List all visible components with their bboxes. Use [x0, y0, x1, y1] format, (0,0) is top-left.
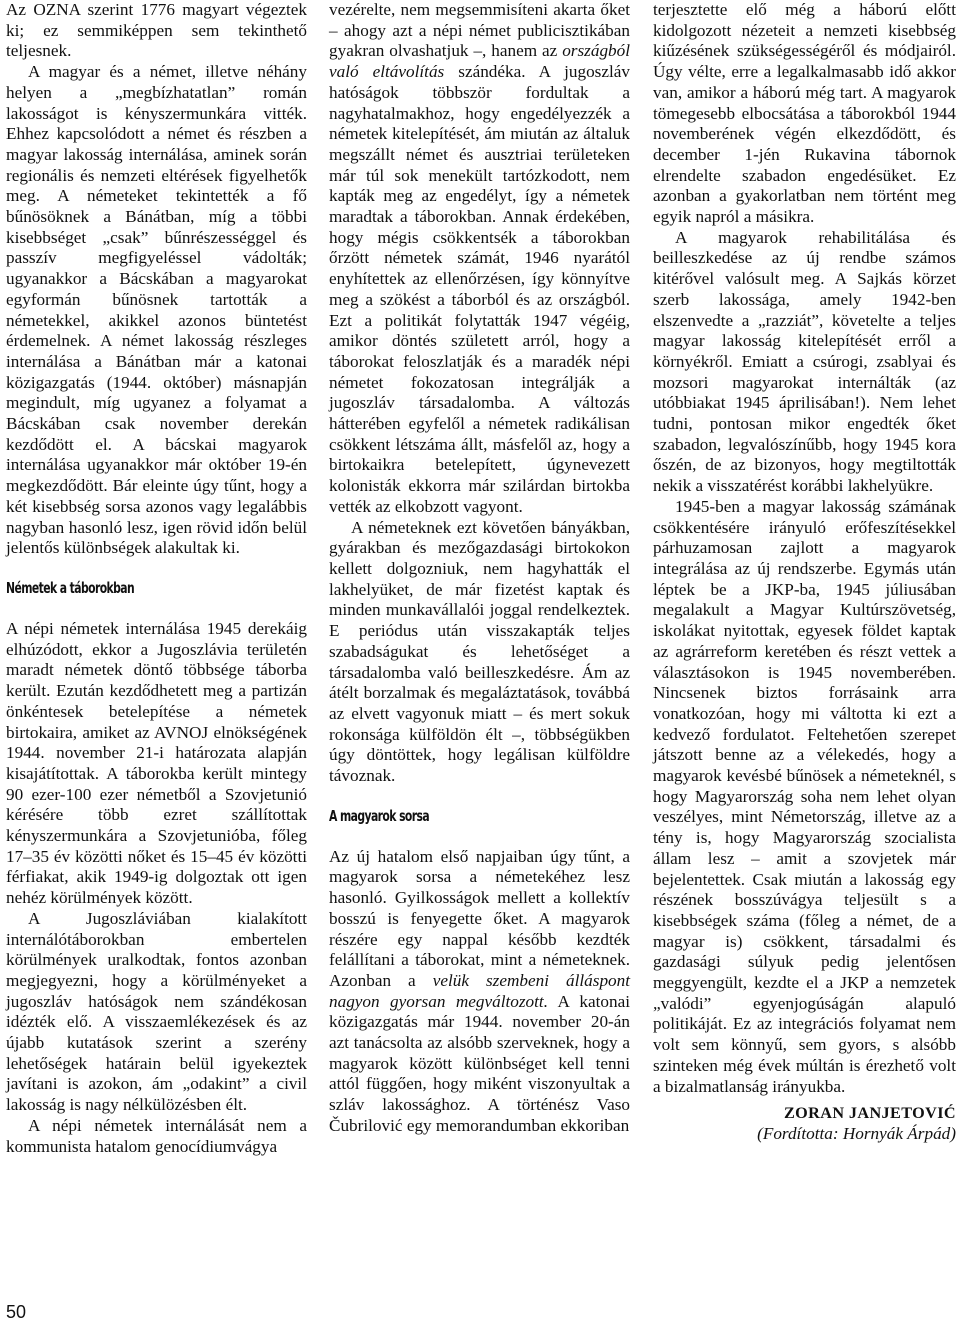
- section-heading-germans-in-camps: Németek a táborokban: [6, 578, 135, 597]
- paragraph: A magyarok rehabilitálása és beilleszkedése az új rendbe számos kitérővel valósult meg. A Sajkás körzet szerb lakossága, amely 1942-ben elszenvedte a „razziát”, követelte a teljes magyar lakosság kitelepítését erről a környékről. Emiatt a csúrogi, zsablyai és mozsori magyarokat internálták (az utóbbiakat 1945 áprilisában!). Nem lehet tudni, pontosan mikor engedték őket szabadon, legvalószínűbb, hogy 1945 kora őszén, de az bizonyos, hogy megtiltották nekik a visszatérést korábbi lakhelyükre.: [653, 227, 956, 496]
- text-run: Az új hatalom első napjaiban úgy tűnt, a magyarok sorsa a németekéhez lesz hasonló. Gyilkosságok mellett a kollektív bosszú is fenyegette őket. A magyarok részére egy nappal később kezdték felállítani a táborokat, mint a németeknek. Azonban a: [329, 846, 630, 990]
- column-1: [6, 0, 307, 1157]
- column-2: [329, 0, 630, 1137]
- section-heading-fate-of-hungarians: A magyarok sorsa: [329, 806, 430, 825]
- paragraph: A magyar és a német, illetve néhány helyen a „megbízhatatlan” román lakosságot is kényszermunkára vitték. Ehhez kapcsolódott a német és részben a magyar lakosság internálása, aminek során regionális és nemzeti eltérések figyelhetők meg. A németeket tekintették a fő bűnösöknek a Bánátban, míg a többi kisebbséget „csak” bűnrészességgel és passzív megfigyeléssel vádolták; ugyanakkor a Bácskában a magyarokat egyformán bűnösnek tartották a németekkel, akikkel azonos büntetést érdemelnek. A német lakosság részleges internálása a Bánátban már a katonai közigazgatás (1944. október) másnapján megindult, míg ugyanez a folyamat a Bácskában csak november derekán kezdődött el. A bácskai magyarok internálása ugyanakkor már október 19-én megkezdődött. Bár eleinte úgy tűnt, hogy a két kisebbség sorsa azonos vagy legalábbis nagyban hasonló lesz, igen rövid időn belül jelentős különbségek alakultak ki.: [6, 62, 307, 558]
- italic-text: országból való eltávolítás: [329, 41, 630, 82]
- translator-credit: (Fordította: Hornyák Árpád): [757, 1123, 956, 1143]
- paragraph: A népi németek internálását nem a kommunista hatalom genocídiumvágya: [6, 1115, 307, 1156]
- paragraph: A németeknek ezt követően bányákban, gyárakban és mezőgazdasági birtokokon kellett dolgozniuk, nem hagyhatták el lakhelyüket, de már fizetést kaptak és minden munkavállalói joggal rendelkeztek. E periódus után visszakapták teljes szabadságukat és lehetőséget a társadalomba való beilleszkedésre. Ám az átélt borzalmak és megaláztatások, továbbá az elvett vagyonuk miatt – és mert sokuk rokonsága külföldön élt –, többségükben úgy döntöttek, hogy legálisan külföldre távoznak.: [329, 517, 630, 786]
- text-run: A katonai közigazgatás már 1944. november 20-án azt tanácsolta az alsóbb szerveknek, hogy a magyarok között különbséget kell tenni attól függően, hogy miként viszonyultak a szláv lakossághoz. A történész Vaso Čubrilović egy memorandumban ekkoriban: [329, 991, 630, 1135]
- text-run: szándéka. A jugoszláv hatóságok többször fordultak a nagyhatalmakhoz, hogy engedélyezzék a németek kitelepítését, ám miután az általuk megszállt német és ausztriai területeken már túl sok menekült tartózkodott, nem kapták meg az engedélyt, így a németek maradtak a táborokban. Annak érdekében, hogy mégis csökkentsék a táborokban őrzött németek számát, 1946 nyarától enyhítettek az ellenőrzésen, így könnyítve meg a szökést a táborból és az országból. Ezt a politikát folytatták 1947 végéig, amikor döntés született arról, hogy a táborokat feloszlatják és a maradék népi németet fokozatosan integrálják a jugoszláv társadalomba. A változás hátterében egyfelől a németek radikálisan csökkent létszáma állt, másfelől az, hogy a birtokaikra betelepített, úgynevezett kolonisták ekkorra már szilárdan birtokba vették az elkobzott vagyont.: [329, 62, 630, 516]
- paragraph: Az OZNA szerint 1776 magyart végeztek ki; ez semmiképpen sem tekinthető teljesnek.: [6, 0, 307, 61]
- column-3: [653, 0, 956, 1145]
- author-name: ZORAN JANJETOVIĆ: [783, 1104, 956, 1123]
- page-number: 50: [6, 1302, 27, 1322]
- paragraph: A népi németek internálása 1945 derekáig elhúzódott, ekkor a Jugoszlávia területén maradt németek döntő többsége táborba került. Ezután kezdődhetett meg a partizán önkéntesek betelepítése a németek birtokaira, amiket az AVNOJ elnökségének 1944. november 21-i határozata alapján kisajátítottak. A táborokba került mintegy 90 ezer-100 ezer németből a Szovjetunió kérésére több ezret szállítottak kényszermunkára a Szovjetunióba, főleg 17–35 év közötti nőket és 15–45 év közötti férfiakat, akik 1949-ig dolgoztak ott igen nehéz körülmények között.: [6, 618, 307, 908]
- text-run: vezérelte, nem megsemmisíteni akarta őket – ahogy azt a népi német publicisztikában gyakran olvashatjuk –, hanem az: [329, 0, 630, 61]
- paragraph: 1945-ben a magyar lakosság számának csökkentésére irányuló erőfeszítésekkel párhuzamosan zajlott a magyarok integrálása az új rendszerbe. Egymás után léptek be a JKP-ba, 1945 júliusában megalakult a Magyar Kultúrszövetség, iskolákat nyitottak, egyesek földet kaptak az agrárreform keretében és részt vettek a választásokon is 1945 novemberében. Nincsenek biztos forrásaink arra vonatkozóan, hogy mi váltotta ki ezt a kedvező fordulatot. Feltehetően szerepet játszott benne az a vélekedés, hogy a magyarok kevésbé bűnösek a németeknél, s hogy Magyarország soha nem lehet olyan veszélyes, mint Németország, illetve az a tény is, hogy Magyarország szocialista állam lesz – amit a szovjetek már bejelentettek. Csak miután a lakosság egy részének bosszúvágya teljesült s a kisebbségek száma (főleg a német, de a magyar is) csökkent, társadalmi és gazdasági súlyuk pedig jelentősen meggyengült, kezdte el a JKP a nemzetek „valódi” egyenjogúságán alapuló politikáját. Ez az integrációs folyamat nem volt sem könnyű, sem gyors, s alsóbb szinteken még évek múltán is érezhető volt a bizalmatlanság irányukba.: [653, 496, 956, 1096]
- paragraph: A Jugoszláviában kialakított internálótáborokban embertelen körülmények uralkodtak, fontos azonban megjegyezni, hogy a körülményeket a jugoszláv hatóságok nem szándékosan idézték elő. A visszaemlékezések és az újabb kutatások szerint a szerény lehetőségek határain belül igyekeztek javítani is azokon, ám „odakint” a civil lakosság is nagy nélkülözésben élt.: [6, 908, 307, 1115]
- paragraph: [329, 0, 630, 518]
- italic-text: velük szembeni álláspont nagyon gyorsan megváltozott.: [329, 970, 630, 1011]
- paragraph: [329, 847, 630, 1137]
- paragraph: terjesztette elő még a háború előtt kidolgozott nézeteit a nemzeti kisebbség kiűzésének szükségességéről és módjairól. Úgy vélte, erre a legalkalmasabb idő akkor van, amikor a háború még tart. A magyarok tömegesebb elbocsátása a táborokból 1944 novemberének végén elkezdődött, és december 1-jén Rukavina tábornok elrendelte szabadon engedésüket. Ez azonban a gyakorlatban nem történt meg egyik napról a másikra.: [653, 0, 956, 227]
